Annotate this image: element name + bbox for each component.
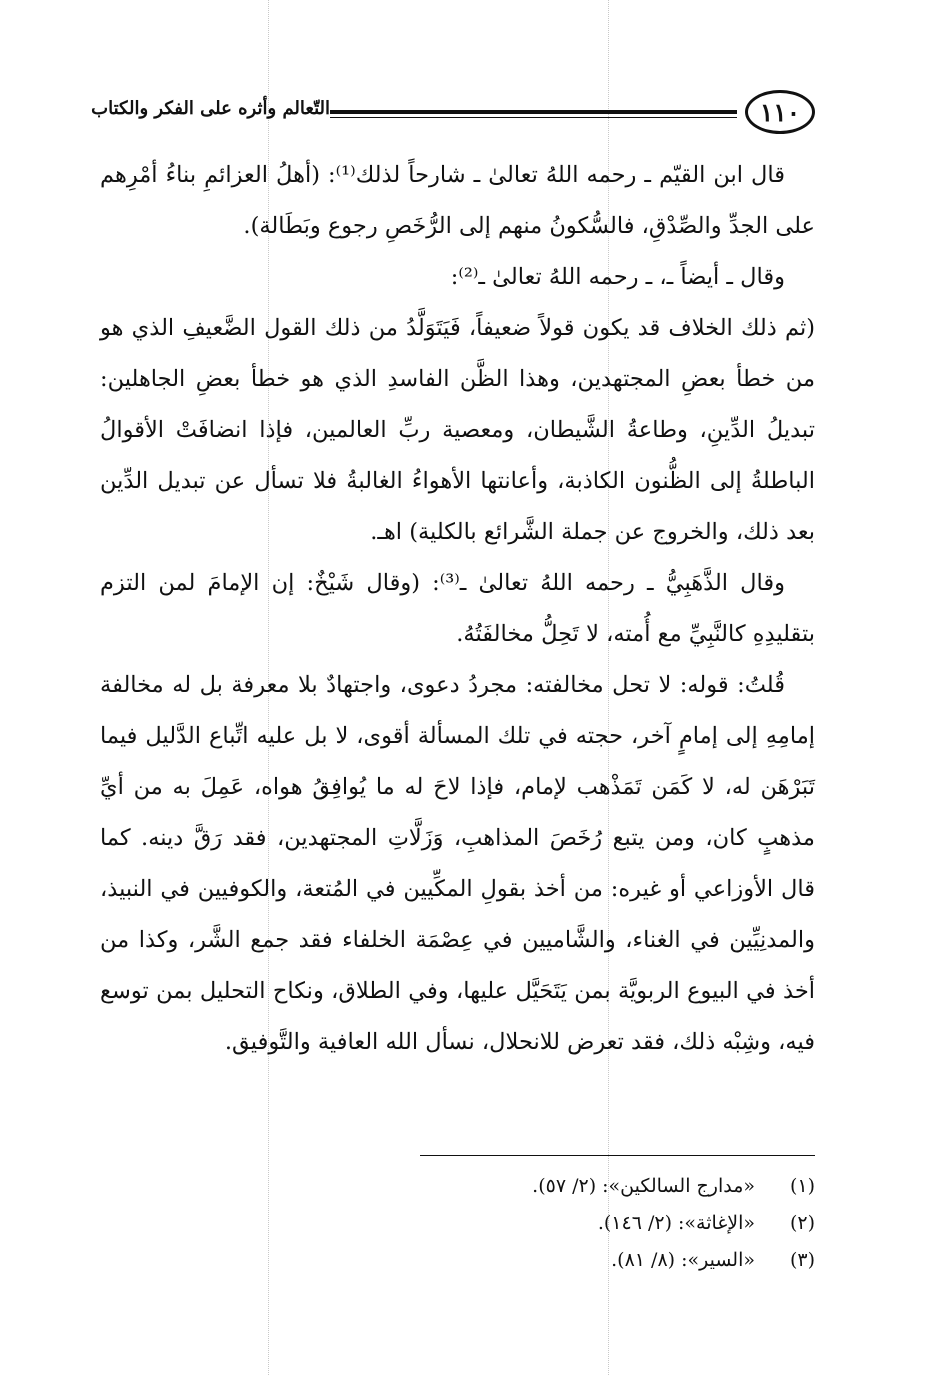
paragraph: وقال ـ أيضاً ـ، ـ رحمه اللهُ تعالىٰ ـ⁽²⁾: <box>450 264 785 290</box>
footnote-text: «مدارج السالكين»: (٢/ ٥٧). <box>532 1175 755 1197</box>
footnote-item <box>100 1242 815 1279</box>
running-title: التّعالم وأثره على الفكر والكتاب <box>91 98 330 119</box>
quote-paragraph: (ثم ذلك الخلاف قد يكون قولاً ضعيفاً، فَيَتَوَلَّدُ من ذلك القول الضَّعيفِ الذي هو من خطأ بعضِ المجتهدين، وهذا الظَّن الفاسدِ الذي هو خطأ بعضِ الجاهلين: تبديلُ الدِّينِ، وطاعةُ الشَّيطان، ومعصية ربِّ العالمين، فإذا انضافَتْ الأقوالُ الباطلةُ إلى الظُّنون الكاذبة، وأعانتها الأهواءُ الغالبةُ فلا تسأل عن تبديل الدِّين بعد ذلك، والخروج عن جملة الشَّرائع بالكلية) اهـ. <box>100 315 815 545</box>
main-text <box>100 150 815 1068</box>
footnotes <box>100 1168 815 1279</box>
footnote-number: (٣) <box>789 1249 815 1271</box>
paragraph: قُلتُ: قوله: لا تحل مخالفته: مجردُ دعوى، واجتهادٌ بلا معرفة بل له مخالفة إمامِهِ إلى إمامٍ آخر، حجته في تلك المسألة أقوى، لا بل عليه اتِّباع الدَّليل فيما تَبَرْهَن له، لا كَمَن تَمَذْهب لإمام، فإذا لاحَ له ما يُوافِقُ هواه، عَمِلَ به من أيِّ مذهبٍ كان، ومن يتبع رُخَصَ المذاهبِ، وَزَلَّاتِ المجتهدين، فقد رَقَّ دينه. كما قال الأوزاعي أو غيره: من أخذ بقولِ المكِّيين في المُتعة، والكوفيين في النبيذ، والمدنِيِّين في الغناء، والشَّاميين في عِصْمَة الخلفاء فقد جمع الشَّر، وكذا من أخذ في البيوع الربويَّة بمن يَتَحَيَّل عليها، وفي الطلاق، ونكاح التحليل بمن توسع فيه، وشِبْه ذلك، فقد تعرض للانحلال، نسأل الله العافية والتَّوفيق. <box>100 672 815 1055</box>
footnote-number: (٢) <box>789 1212 815 1234</box>
footnote-separator <box>420 1155 815 1156</box>
page-number: ١١٠ <box>759 97 801 127</box>
footnote-item <box>100 1168 815 1205</box>
footnote-item <box>100 1205 815 1242</box>
footnote-text: «الإغاثة»: (٢/ ١٤٦). <box>597 1212 755 1234</box>
header-rule <box>330 110 737 118</box>
footnote-text: «السير»: (٨/ ٨١). <box>611 1249 755 1271</box>
footnote-number: (١) <box>789 1175 815 1197</box>
page-number-badge <box>745 90 815 134</box>
paragraph: قال ابن القيّم ـ رحمه اللهُ تعالىٰ ـ شارحاً لذلك⁽¹⁾: (أهلُ العزائمِ بناءُ أمْرِهم على الجدِّ والصِّدْقِ، فالسُّكونُ منهم إلى الرُّخَصِ رجوع وبَطَالة). <box>100 162 815 239</box>
page-header <box>91 88 815 140</box>
paragraph: وقال الذَّهَبِيُّ ـ رحمه اللهُ تعالىٰ ـ⁽³⁾: (وقال شَيْخٌ: إن الإمامَ لمن التزم بتقليدِهِ كالنَّبِيِّ مع أُمته، لا تَحِلُّ مخالفَتُهُ. <box>100 570 815 647</box>
